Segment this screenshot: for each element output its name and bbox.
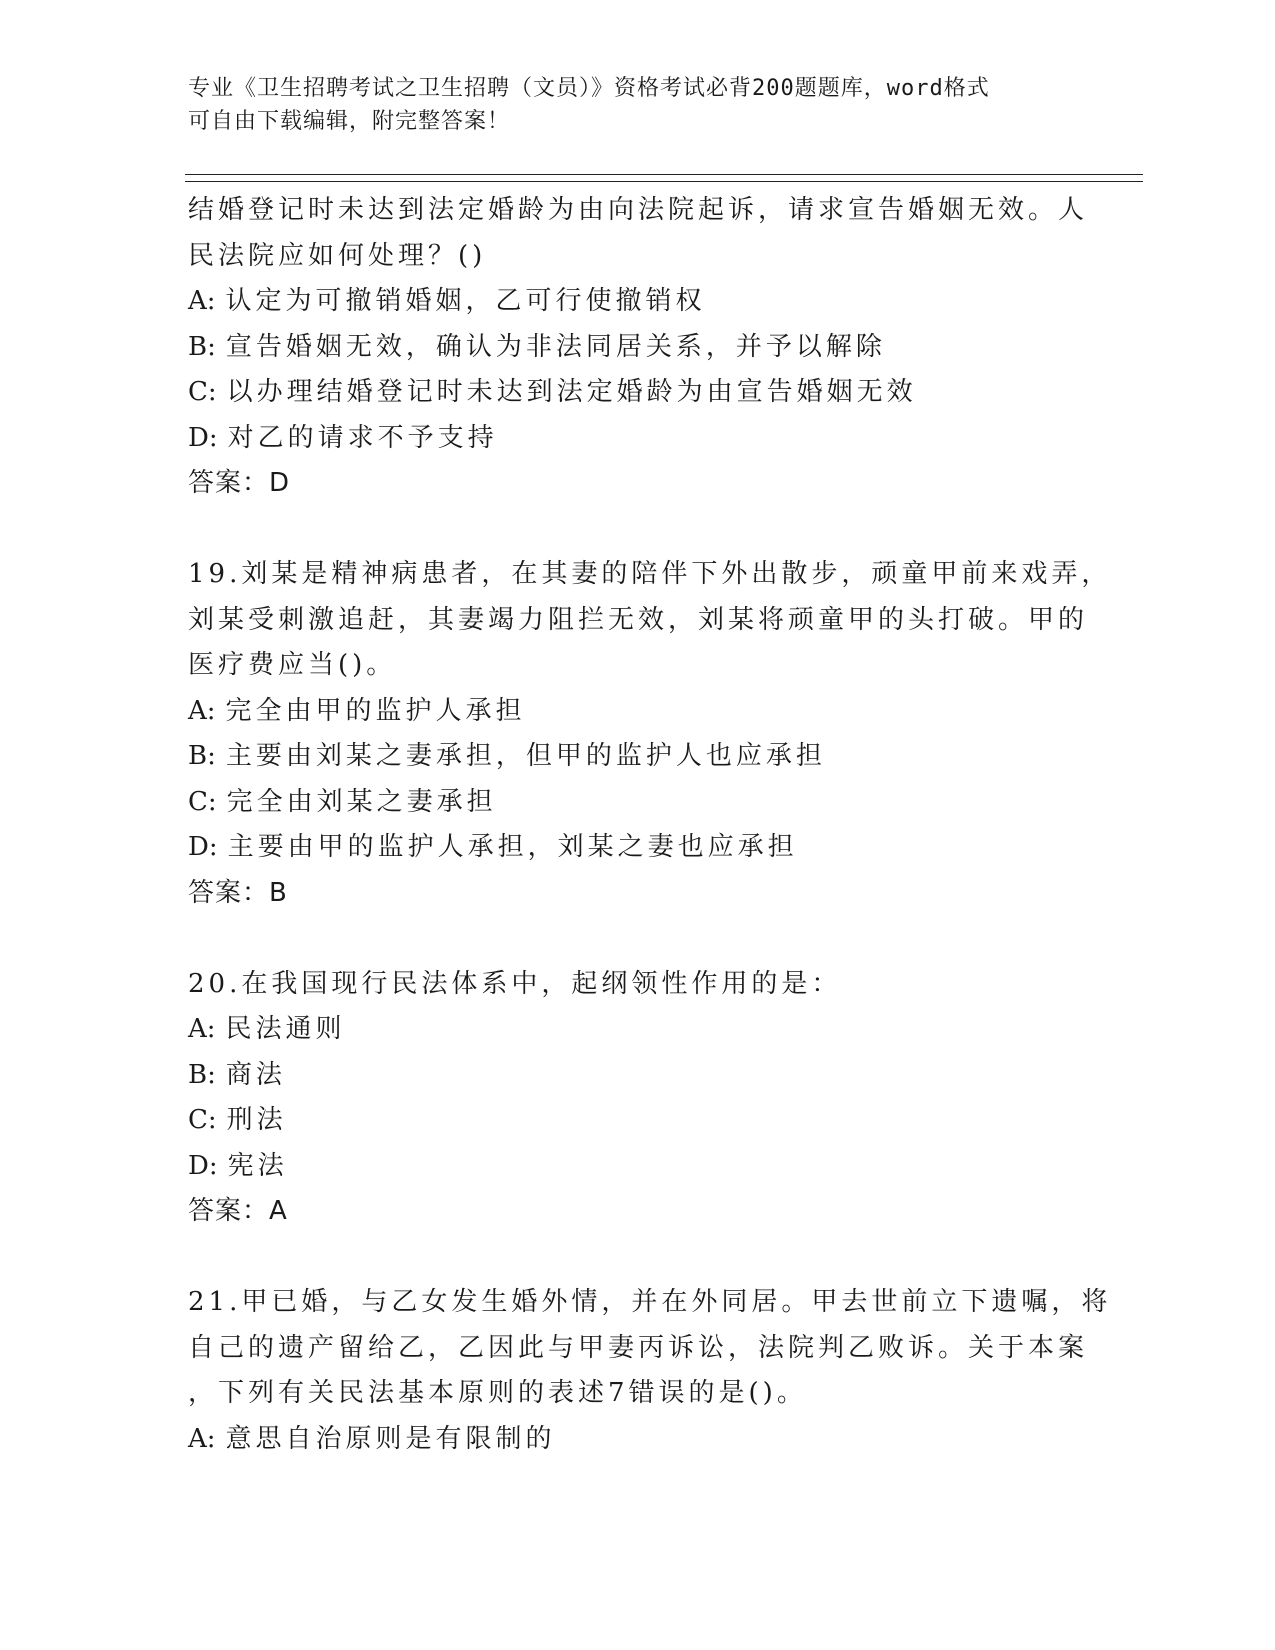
option-text: 认定为可撤销婚姻，乙可行使撤销权 (225, 286, 706, 316)
option-label: C: (188, 1105, 217, 1135)
option-a (188, 1007, 1068, 1053)
option-label: D: (188, 1150, 218, 1181)
question-text-line: ，下列有关民法基本原则的表述7错误的是()。 (188, 1378, 807, 1408)
option-text: 民法通则 (225, 1014, 346, 1044)
option-text: 刑法 (226, 1105, 287, 1135)
answer-line: 答案：D (188, 468, 291, 498)
option-text: 主要由刘某之妻承担，但甲的监护人也应承担 (225, 741, 826, 771)
option-text: 完全由刘某之妻承担 (226, 786, 497, 817)
question-18 (188, 188, 1089, 507)
question-20 (188, 962, 1068, 1235)
option-c (188, 780, 1068, 826)
option-label: A: (188, 286, 216, 316)
question-21 (188, 1280, 1112, 1462)
option-text: 主要由甲的监护人承担，刘某之妻也应承担 (227, 832, 798, 862)
question-text-line: 20.在我国现行民法体系中，起纲领性作用的是： (188, 968, 842, 999)
option-label: C: (188, 786, 217, 817)
option-b (188, 1053, 1068, 1099)
option-text: 宣告婚姻无效，确认为非法同居关系，并予以解除 (225, 331, 886, 362)
option-a (188, 1417, 1068, 1463)
option-label: A: (188, 1014, 216, 1044)
question-text-line: 民法院应如何处理？() (188, 240, 487, 271)
header-divider-bottom (185, 181, 1143, 182)
option-label: C: (188, 377, 217, 407)
question-text-line: 自己的遗产留给乙，乙因此与甲妻丙诉讼，法院判乙败诉。关于本案 (188, 1332, 1089, 1363)
option-label: D: (188, 832, 218, 862)
spacer (188, 916, 1068, 962)
option-b (188, 325, 1068, 371)
option-label: D: (188, 422, 218, 453)
question-text-line: 医疗费应当()。 (188, 650, 397, 680)
option-c (188, 370, 1068, 416)
question-19 (188, 552, 1112, 916)
question-text-line: 19.刘某是精神病患者，在其妻的陪伴下外出散步，顽童甲前来戏弄， (188, 559, 1112, 589)
option-text: 对乙的请求不予支持 (227, 422, 498, 453)
option-text: 以办理结婚登记时未达到法定婚龄为由宣告婚姻无效 (226, 377, 917, 407)
option-text: 宪法 (227, 1150, 288, 1181)
answer-line: 答案：A (188, 1196, 288, 1226)
option-text: 完全由甲的监护人承担 (225, 695, 526, 726)
answer-line: 答案：B (188, 877, 288, 908)
option-a (188, 689, 1068, 735)
option-label: B: (188, 741, 216, 771)
option-d (188, 1144, 1068, 1190)
header-line-1: 专业《卫生招聘考试之卫生招聘（文员）》资格考试必背200题题库，word格式 (188, 76, 990, 101)
option-text: 意思自治原则是有限制的 (225, 1423, 556, 1454)
document-header (188, 72, 1088, 138)
option-label: A: (188, 1423, 216, 1454)
spacer (188, 1235, 1068, 1281)
option-label: B: (188, 331, 216, 362)
option-label: A: (188, 695, 216, 726)
question-text-line: 21.甲已婚，与乙女发生婚外情，并在外同居。甲去世前立下遗嘱，将 (188, 1287, 1112, 1317)
option-d (188, 825, 1068, 871)
option-a (188, 279, 1068, 325)
option-b (188, 734, 1068, 780)
spacer (188, 507, 1068, 553)
question-text-line: 刘某受刺激追赶，其妻竭力阻拦无效，刘某将顽童甲的头打破。甲的 (188, 604, 1089, 635)
document-body (188, 188, 1112, 1462)
question-text-line: 结婚登记时未达到法定婚龄为由向法院起诉，请求宣告婚姻无效。人 (188, 195, 1089, 225)
option-d (188, 416, 1068, 462)
option-c (188, 1098, 1068, 1144)
option-text: 商法 (225, 1059, 286, 1090)
header-line-2: 可自由下载编辑，附完整答案！ (188, 109, 511, 134)
option-label: B: (188, 1059, 216, 1090)
header-divider-top (185, 174, 1143, 175)
